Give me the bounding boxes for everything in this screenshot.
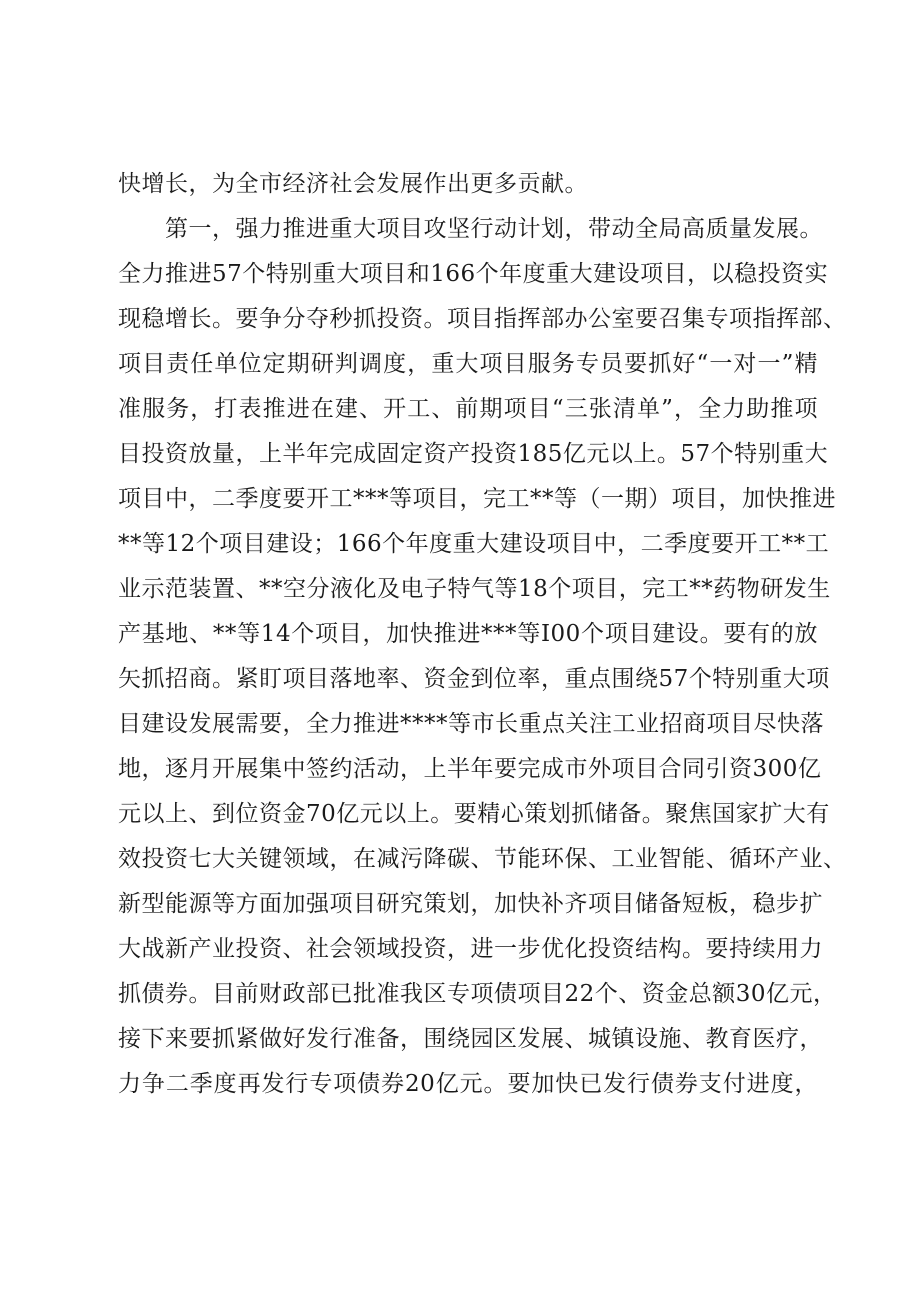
- text-line: 抓债券。目前财政部已批准我区专项债项目22个、资金总额30亿元，: [118, 981, 837, 1007]
- text-line: 新型能源等方面加强项目研究策划，加快补齐项目储备短板，稳步扩: [118, 891, 823, 917]
- text-line: 快增长，为全市经济社会发展作出更多贡献。: [118, 171, 588, 197]
- body-text: [118, 162, 847, 1107]
- text-line: 产基地、**等14个项目，加快推进***等I00个项目建设。要有的放: [118, 621, 818, 647]
- text-line: 准服务，打表推进在建、开工、前期项目“三张清单”，全力助推项: [118, 396, 818, 422]
- text-line: 现稳增长。要争分夺秒抓投资。项目指挥部办公室要召集专项指挥部、: [118, 306, 847, 332]
- text-line: 目投资放量，上半年完成固定资产投资185亿元以上。57个特别重大: [118, 441, 829, 467]
- text-line: 目建设发展需要，全力推进****等市长重点关注工业招商项目尽快落: [118, 711, 824, 737]
- text-line: 力争二季度再发行专项债券20亿元。要加快已发行债券支付进度，: [118, 1071, 818, 1097]
- text-line: **等12个项目建设；166个年度重大建设项目中，二季度要开工**工: [118, 531, 830, 557]
- text-line: 元以上、到位资金70亿元以上。要精心策划抓储备。聚焦国家扩大有: [118, 801, 830, 827]
- text-line: 效投资七大关键领域，在减污降碳、节能环保、工业智能、循环产业、: [118, 846, 847, 872]
- text-line: 接下来要抓紧做好发行准备，围绕园区发展、城镇设施、教育医疗，: [118, 1026, 823, 1052]
- text-line: 大战新产业投资、社会领域投资，进一步优化投资结构。要持续用力: [118, 936, 823, 962]
- text-line: 项目中，二季度要开工***等项目，完工**等（一期）项目，加快推进: [118, 486, 836, 512]
- text-line: 全力推进57个特别重大项目和166个年度重大建设项目，以稳投资实: [118, 261, 829, 287]
- text-line: 业示范装置、**空分液化及电子特气等18个项目，完工**药物研发生: [118, 576, 831, 602]
- text-line: 矢抓招商。紧盯项目落地率、资金到位率，重点围绕57个特别重大项: [118, 666, 830, 692]
- text-line: 地，逐月开展集中签约活动，上半年要完成市外项目合同引资300亿: [118, 756, 822, 782]
- text-line: 项目责任单位定期研判调度，重大项目服务专员要抓好“一对一”精: [118, 351, 818, 377]
- paragraph-first-line: 第一，强力推进重大项目攻坚行动计划，带动全局高质量发展。: [165, 216, 823, 242]
